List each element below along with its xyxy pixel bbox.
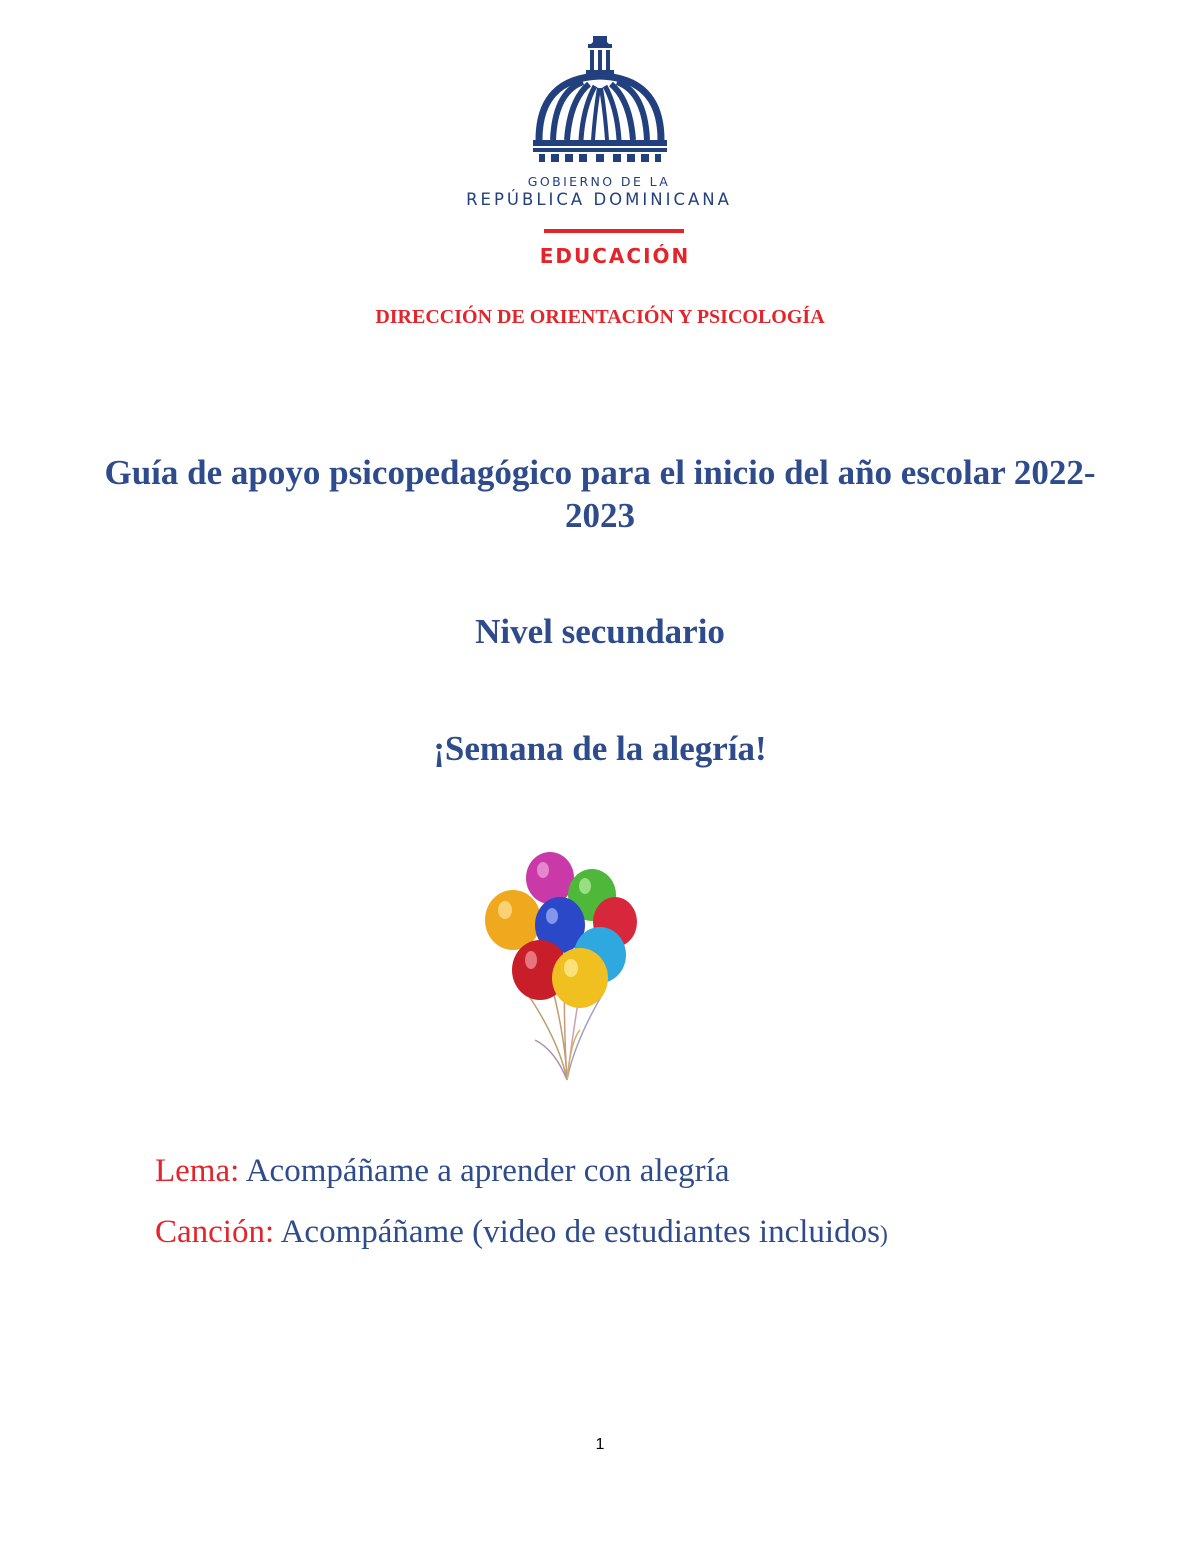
logo-educacion-text: EDUCACIÓN: [539, 244, 691, 268]
lema-value: Acompáñame a aprender con alegría: [239, 1153, 730, 1189]
cancion-label: Canción:: [155, 1214, 275, 1250]
level-heading: Nivel secundario: [475, 612, 725, 651]
week-heading: ¡Semana de la alegría!: [433, 729, 767, 768]
department-heading: DIRECCIÓN DE ORIENTACIÓN Y PSICOLOGÍA: [375, 306, 825, 328]
lema-line: [155, 1153, 729, 1190]
dome-icon: [525, 30, 675, 170]
cancion-value: Acompáñame (video de estudiantes incluidos: [274, 1214, 880, 1250]
logo-red-divider: [544, 229, 684, 233]
balloons-icon: [455, 840, 680, 1090]
page-number: 1: [595, 1436, 605, 1453]
cancion-close-paren: ): [879, 1222, 888, 1248]
government-logo: [466, 30, 765, 280]
cancion-line: [155, 1214, 888, 1251]
document-title: Guía de apoyo psicopedagógico para el inicio del año escolar 2022-2023: [104, 453, 1096, 535]
logo-republica-text: REPÚBLICA DOMINICANA: [466, 190, 732, 209]
lema-label: Lema:: [155, 1153, 240, 1189]
logo-gobierno-text: GOBIERNO DE LA: [527, 174, 671, 189]
